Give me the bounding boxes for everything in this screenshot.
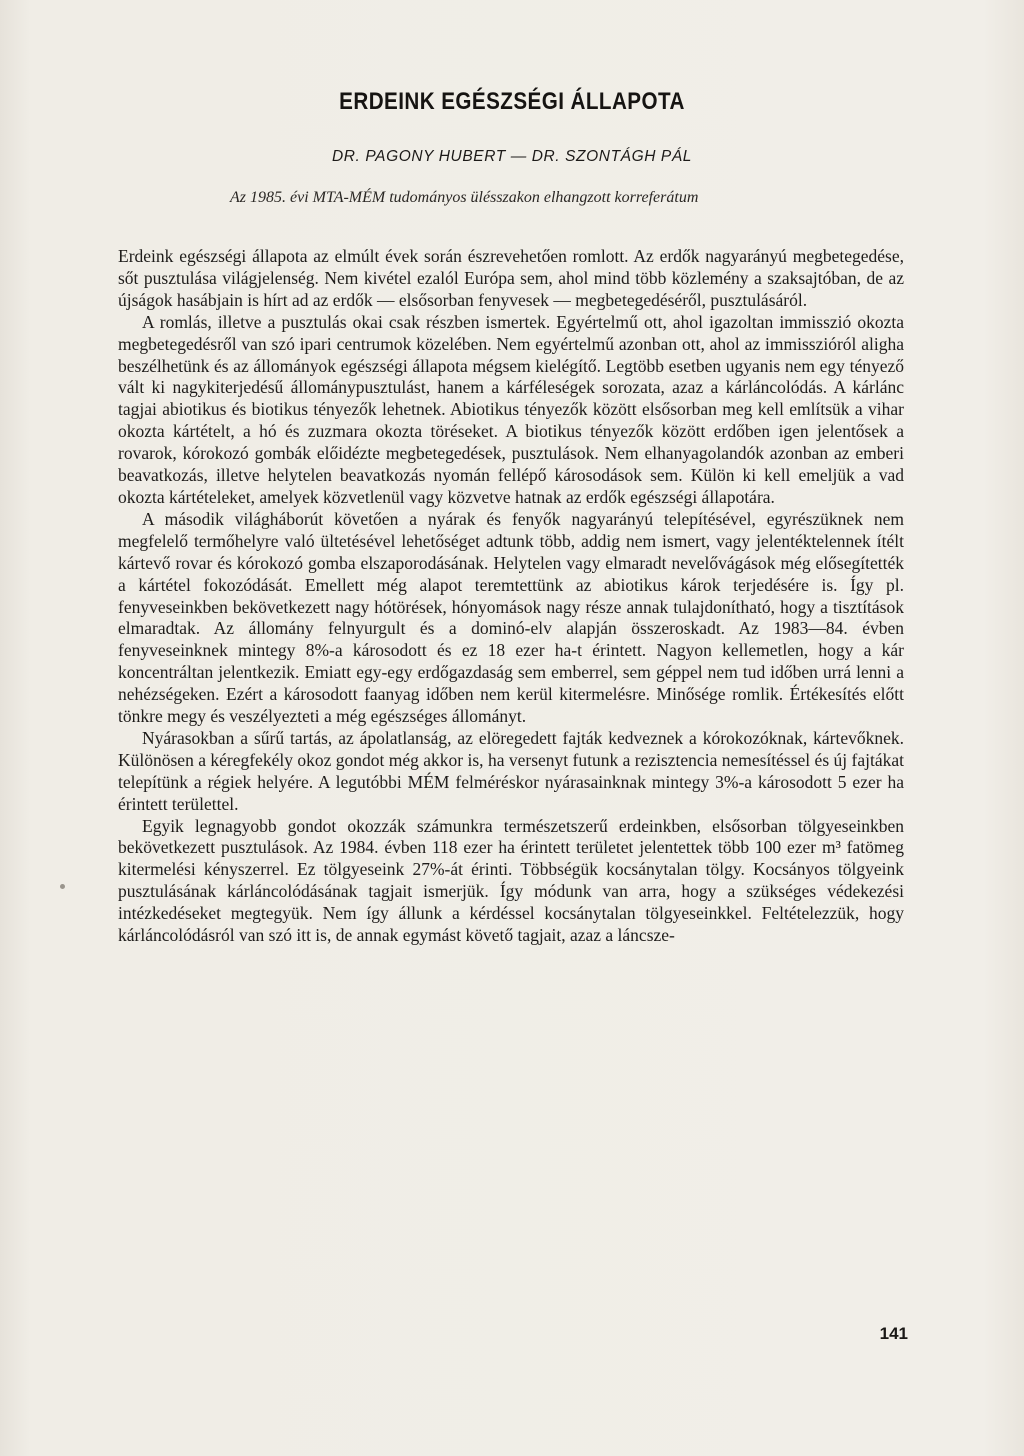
paragraph-4: Nyárasokban a sűrű tartás, az ápolatlanság, az elöregedett fajták kedveznek a kórokozóknak, kártevőknek. Különösen a kéregfekély okoz gondot még akkor is, ha versenyt futunk a rezisztencia nemesítéssel és új fajtákat telepítünk a régiek helyére. A legutóbbi MÉM felméréskor nyárasainknak mintegy 3%-a károsodott 5 ezer ha érintett területtel. bbox=[118, 727, 904, 814]
paragraph-3: A második világháborút követően a nyárak és fenyők nagyarányú telepítésével, egyrészüknek nem megfelelő termőhelyre való ültetésével lehetőséget adtunk több, addig nem ismert, vagy jelentéktelennek ítélt kártevő rovar és kórokozó gomba elszaporodásának. Helytelen vagy elmaradt nevelővágások még elősegítették a kártétel fokozódását. Emellett még alapot teremtettünk az abiotikus károk terjedésére is. Így pl. fenyveseinkben bekövetkezett nagy hótörések, hónyomások nagy része annak tulajdonítható, hogy a tisztítások elmaradtak. Az állomány felnyurgult és a dominó-elv alapján összeroskadt. Az 1983—84. évben fenyveseinknek mintegy 8%-a károsodott és ez 18 ezer ha-t érintett. Nagyon kellemetlen, hogy a kár koncentráltan jelentkezik. Emiatt egy-egy erdőgazdaság sem emberrel, sem géppel nem tud időben urrá lenni a nehézségeken. Ezért a károsodott faanyag időben nem kerül kitermelésre. Minősége romlik. Értékesítés előtt tönkre megy és veszélyezteti a még egészséges állományt. bbox=[118, 508, 904, 727]
paragraph-2: A romlás, illetve a pusztulás okai csak részben ismertek. Egyértelmű ott, ahol igazoltan immisszió okozta megbetegedésről van szó ipari centrumok közelében. Nem egyértelmű azonban ott, ahol az immisszióról aligha beszélhetünk és az állományok egészségi állapota mégsem kielégítő. Legtöbb esetben ugyanis nem egy tényező vált ki nagykiterjedésű állománypusztulást, hanem a kárféleségek sorozata, azaz a kárláncolódás. A kárlánc tagjai abiotikus és biotikus tényezők lehetnek. Abiotikus tényezők között elsősorban meg kell említsük a vihar okozta kártételt, a hó és zuzmara okozta töréseket. A biotikus tényezők között erdőben igen jelentősek a rovarok, kórokozó gombák előidézte megbetegedések, pusztulások. Nem elhanyagolandók azonban az emberi beavatkozás, illetve helytelen beavatkozás nyomán fellépő károsodások sem. Külön ki kell emeljük a vad okozta kártételeket, amelyek közvetlenül vagy közvetve hatnak az erdők egészségi állapotára. bbox=[118, 311, 904, 507]
article-subtitle: Az 1985. évi MTA-MÉM tudományos ülésszakon elhangzott korreferátum bbox=[230, 189, 699, 206]
paragraph-5: Egyik legnagyobb gondot okozzák számunkra természetszerű erdeinkben, elsősorban tölgyeseinkben bekövetkezett pusztulások. Az 1984. évben 118 ezer ha érintett területet jelentettek több 100 ezer m³ fatömeg kitermelési kényszerrel. Ez tölgyeseink 27%-át érinti. Többségük kocsánytalan tölgy. Kocsányos tölgyeink pusztulásának kárláncolódásának tagjait ismerjük. Így módunk van arra, hogy a szükséges védekezési intézkedéseket megtegyük. Nem így állunk a kérdéssel kocsánytalan tölgyeseinkkel. Feltételezzük, hogy kárláncolódásról van szó itt is, de annak egymást követő tagjait, azaz a láncsze- bbox=[118, 815, 904, 946]
article-title: ERDEINK EGÉSZSÉGI ÁLLAPOTA bbox=[339, 88, 685, 115]
page-number: 141 bbox=[879, 1324, 908, 1343]
paper-speck bbox=[60, 884, 65, 889]
article-body bbox=[118, 246, 904, 947]
paragraph-1: Erdeink egészségi állapota az elmúlt évek során észrevehetően romlott. Az erdők nagyarányú megbetegedése, sőt pusztulása világjelenség. Nem kivétel ezalól Európa sem, ahol mind több közlemény a szaksajtóban, de az újságok hasábjain is hírt ad az erdők — elsősorban fenyvesek — megbetegedéséről, pusztulásáról. bbox=[118, 246, 904, 310]
article-authors: DR. PAGONY HUBERT — DR. SZONTÁGH PÁL bbox=[331, 148, 693, 165]
